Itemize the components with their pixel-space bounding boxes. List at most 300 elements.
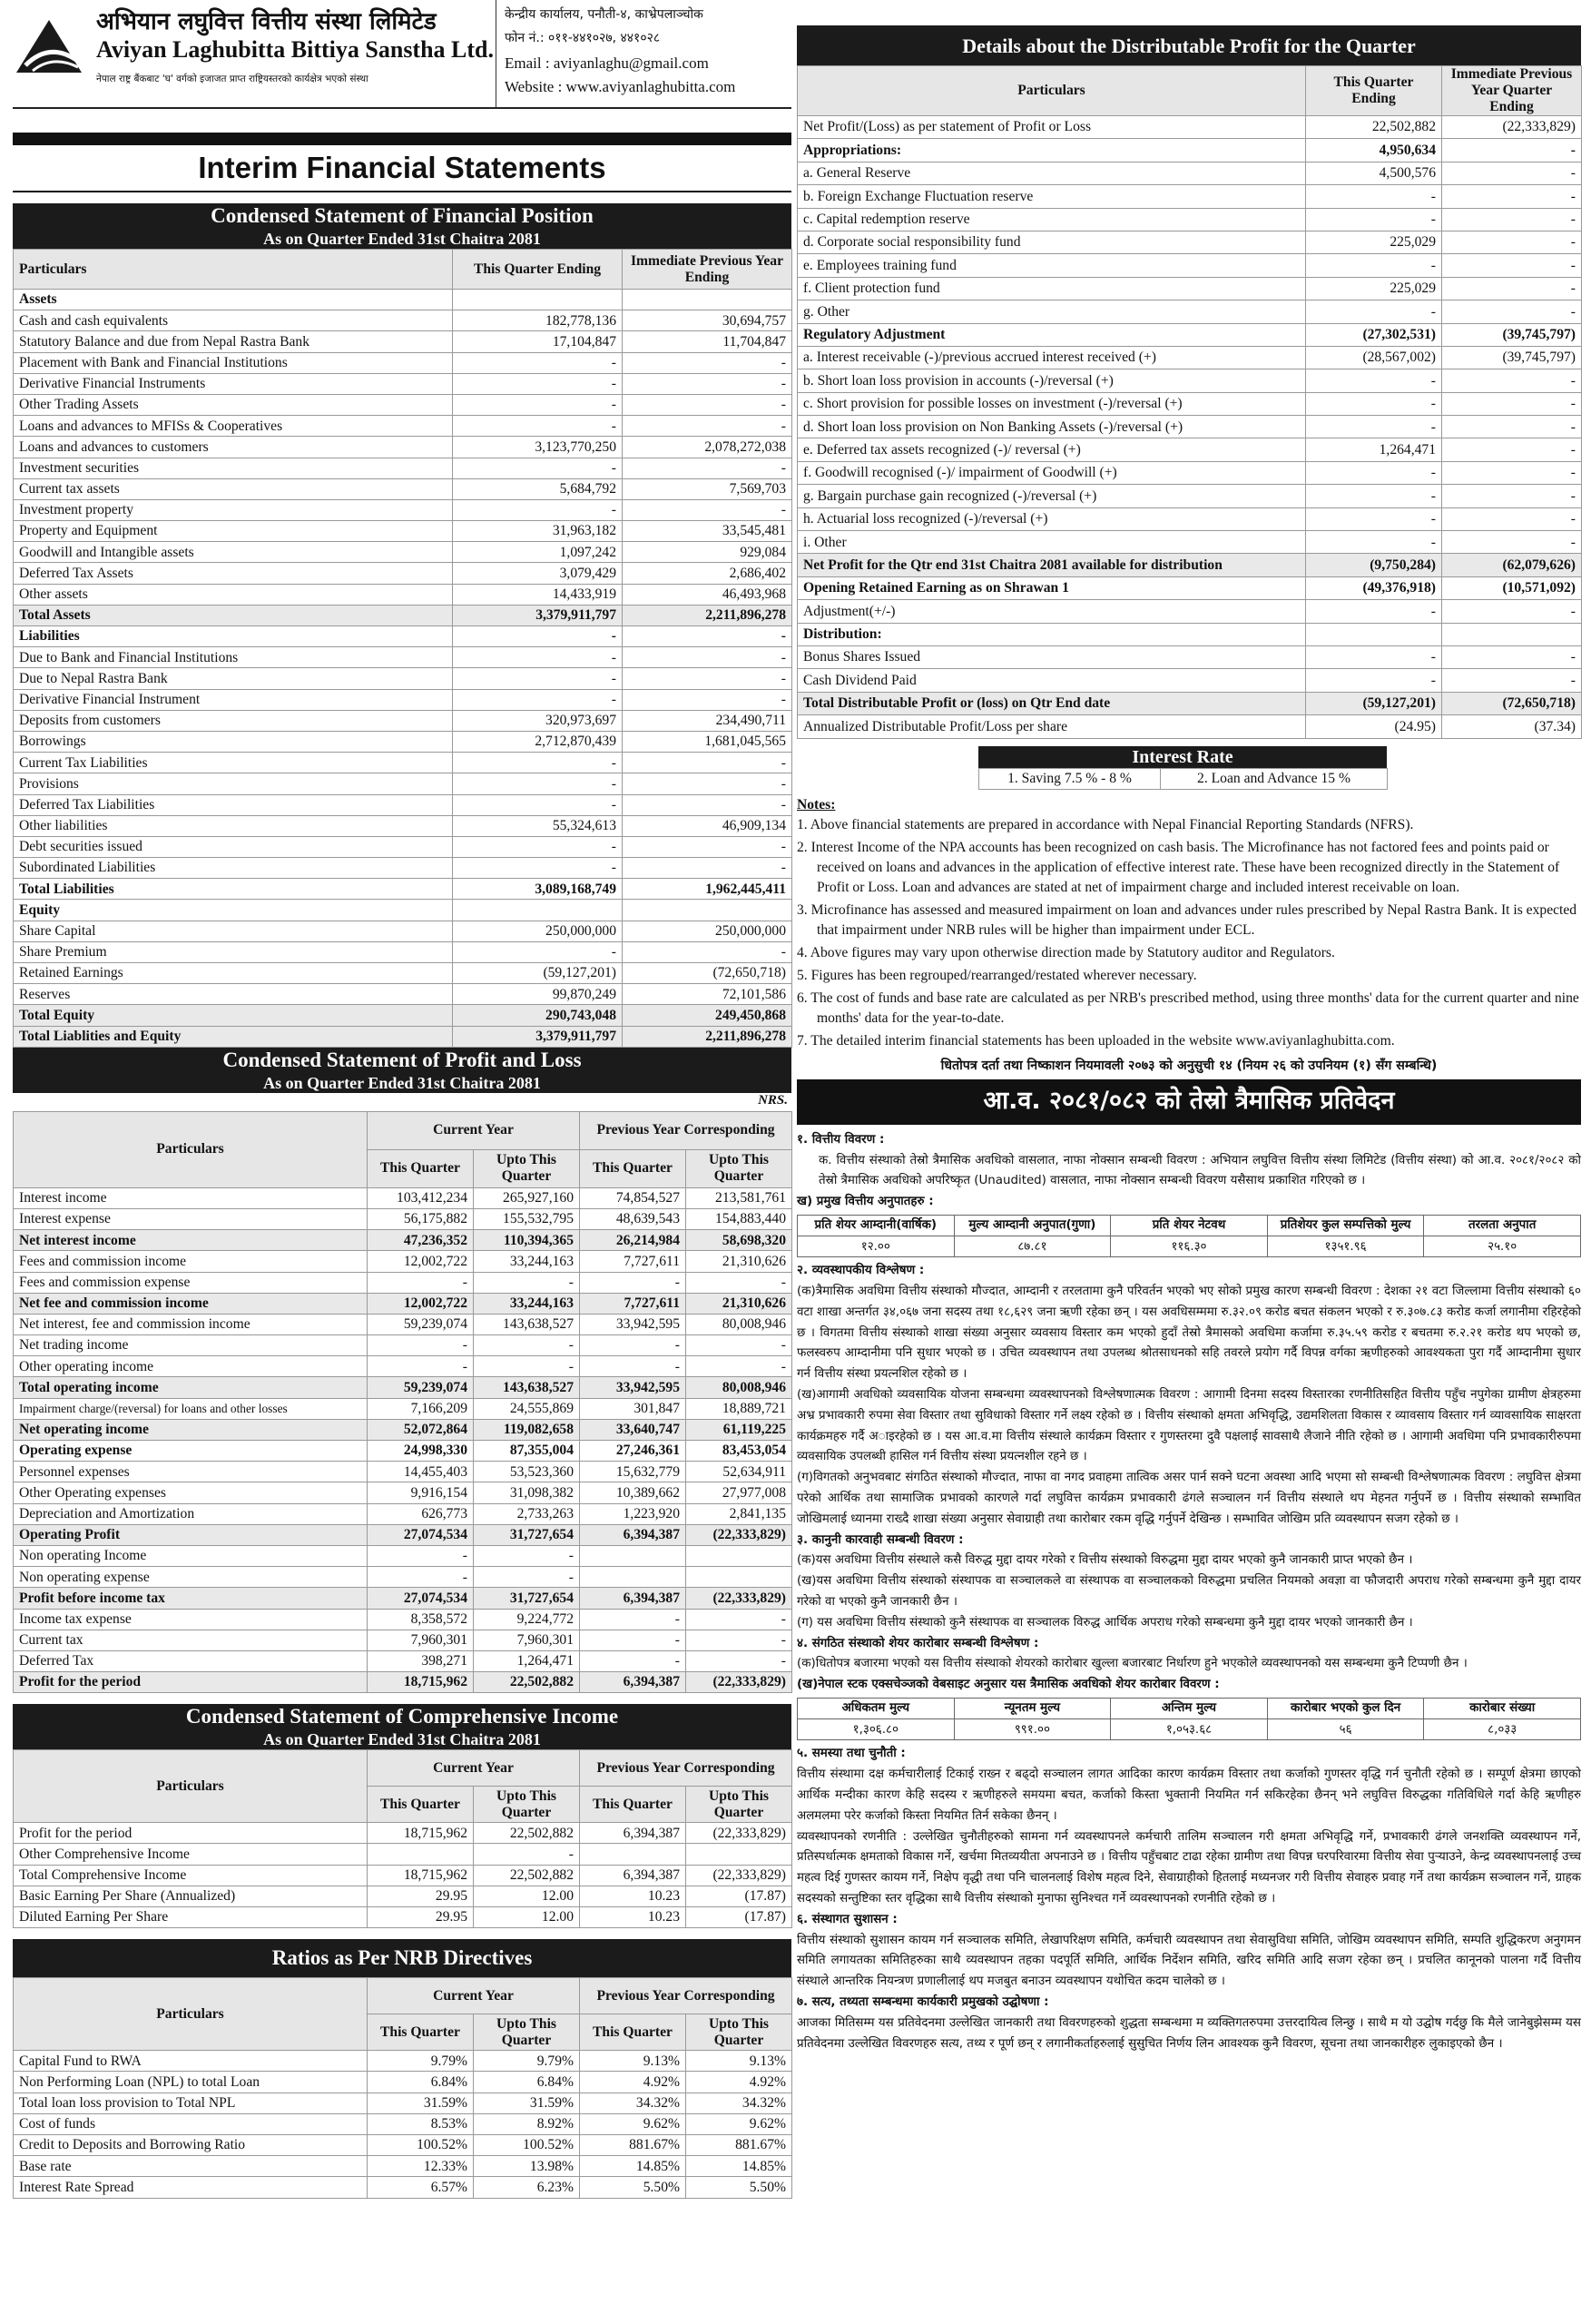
sfp-row [14,900,792,921]
sfp-banner [13,203,791,249]
ci-value: 22,502,882 [474,1865,580,1886]
ci-value: 22,502,882 [474,1823,580,1844]
pl-value: 56,175,882 [368,1208,474,1229]
sfp-value: 2,078,272,038 [623,437,792,458]
notes-heading: Notes: [797,796,836,812]
sfp-value: 33,545,481 [623,521,792,542]
dist-value: (10,571,092) [1442,576,1582,599]
dist-title: Details about the Distributable Profit for the Quarter [962,34,1416,57]
sfp-value: 234,490,711 [623,710,792,731]
share-value-cell: ९९१.०० [954,1719,1111,1740]
ratio-value: 9.79% [474,2051,580,2072]
ci-value: 10.23 [580,1886,686,1906]
dist-value: - [1442,438,1582,461]
ci-value: - [474,1844,580,1865]
sfp-value: 3,379,911,797 [453,605,623,625]
phone-number: फोन नं.: ०११-४४१०२७, ४४१०२८ [505,31,661,45]
sfp-value [453,900,623,921]
np-s6: ६. संस्थागत सुशासन : [797,1912,898,1926]
ci-value: 29.95 [368,1886,474,1906]
ratio-label: Interest Rate Spread [14,2177,368,2198]
sfp-label: Derivative Financial Instrument [14,689,453,710]
pl-value: 48,639,543 [580,1208,686,1229]
sci-subtitle: As on Quarter Ended 31st Chaitra 2081 [263,1730,541,1749]
pl-label: Depreciation and Amortization [14,1503,368,1524]
pl-value: - [580,1650,686,1671]
dist-value: - [1306,507,1442,530]
ci-label: Profit for the period [14,1823,368,1844]
pl-value: - [686,1630,792,1650]
sfp-row [14,1026,792,1047]
ratio-value: 13.98% [474,2156,580,2177]
pl-value: - [686,1650,792,1671]
dist-value: - [1306,645,1442,668]
ratio-head-cell: प्रति शेयर आम्दानी(वार्षिक) [798,1215,955,1236]
ratio-value: 8.92% [474,2113,580,2134]
ci-value: 10.23 [580,1907,686,1928]
currency-label: NRS. [758,1092,788,1108]
sfp-value: - [453,753,623,773]
pl-label: Fees and commission expense [14,1272,368,1293]
sfp-value: - [453,458,623,478]
r-col-prev-utq: Upto This Quarter [686,2014,792,2051]
dist-row [798,208,1582,231]
pl-value: (22,333,829) [686,1524,792,1545]
ratio-head-cell: मुल्य आम्दानी अनुपात(गुणा) [954,1215,1111,1236]
sfp-value: (72,650,718) [623,963,792,984]
dist-row [798,461,1582,484]
ratio-value: 31.59% [474,2093,580,2113]
sfp-label: Subordinated Liabilities [14,858,453,879]
r-col-utq: Upto This Quarter [474,2014,580,2051]
ratio-value: 12.33% [368,2156,474,2177]
dist-value: 4,500,576 [1306,162,1442,184]
share-value-cell: ८,०३३ [1424,1719,1581,1740]
pl-value: - [474,1272,580,1293]
sfp-row [14,858,792,879]
sfp-value: - [453,416,623,437]
sfp-value: 929,084 [623,542,792,563]
col-prev-year: Immediate Previous Year Ending [623,250,792,290]
sfp-label: Share Capital [14,921,453,941]
pl-value: 7,166,209 [368,1398,474,1419]
sfp-value: (59,127,201) [453,963,623,984]
dist-value: - [1306,485,1442,507]
sfp-value: 72,101,586 [623,984,792,1005]
r-col-prev: Previous Year Corresponding [580,1978,792,2014]
dist-label: a. General Reserve [798,162,1306,184]
dist-value: 22,502,882 [1306,116,1442,139]
sfp-row [14,836,792,857]
pl-value: 61,119,225 [686,1419,792,1440]
dist-label: a. Interest receivable (-)/previous accrued interest received (+) [798,346,1306,369]
sfp-row [14,542,792,563]
ci-value: 6,394,387 [580,1823,686,1844]
pl-value: 7,960,301 [474,1630,580,1650]
dist-value: (37.34) [1442,715,1582,738]
pl-value [580,1545,686,1566]
sci-banner [13,1704,791,1749]
sfp-label: Retained Earnings [14,963,453,984]
sfp-value: 1,681,045,565 [623,731,792,752]
sfp-label: Total Liablities and Equity [14,1026,453,1047]
sfp-label: Due to Nepal Rastra Bank [14,668,453,689]
share-trading-table [797,1698,1581,1740]
pl-value: - [580,1272,686,1293]
sfp-value: - [623,668,792,689]
ci-row [14,1823,792,1844]
sfp-value: 99,870,249 [453,984,623,1005]
dist-banner [797,25,1581,65]
pl-row [14,1377,792,1398]
dist-label: Distribution: [798,623,1306,645]
dist-row [798,600,1582,623]
pl-value: 14,455,403 [368,1462,474,1482]
dp-col-particulars: Particulars [798,66,1306,116]
pl-col-prev-tq: This Quarter [580,1149,686,1187]
ratio-row [14,2113,792,2134]
pl-value: 626,773 [368,1503,474,1524]
pl-value: 80,008,946 [686,1314,792,1334]
pl-col-particulars: Particulars [14,1111,368,1187]
pl-value: - [474,1545,580,1566]
sfp-value: - [453,499,623,520]
np-s1: १. वित्तीय विवरण : [797,1132,885,1147]
dist-row [798,346,1582,369]
ratio-value: 34.32% [686,2093,792,2113]
pl-value: 9,916,154 [368,1482,474,1503]
pl-value: 83,453,054 [686,1441,792,1462]
ci-value: 18,715,962 [368,1865,474,1886]
ratio-value: 881.67% [686,2134,792,2155]
sfp-value [623,900,792,921]
note-item: 4. Above figures may vary upon otherwise direction made by Statutory auditor and Regulators. [797,944,1335,960]
comprehensive-income-table [13,1749,792,1928]
pl-row [14,1524,792,1545]
sfp-row [14,352,792,373]
pl-value: 18,715,962 [368,1672,474,1693]
sfp-value: - [453,858,623,879]
pl-row [14,1588,792,1609]
ratio-value: 9.79% [368,2051,474,2072]
dist-value: - [1306,461,1442,484]
dist-value: - [1442,300,1582,323]
sfp-label: Statutory Balance and due from Nepal Rastra Bank [14,331,453,352]
sfp-label: Total Liabilities [14,879,453,900]
pl-label: Net fee and commission income [14,1293,368,1314]
profit-loss-table [13,1111,792,1694]
pl-row [14,1187,792,1208]
share-head-cell: न्यूनतम मुल्य [954,1699,1111,1719]
dist-value [1306,623,1442,645]
pl-label: Deferred Tax [14,1650,368,1671]
pl-value: 33,942,595 [580,1314,686,1334]
pl-value: - [580,1335,686,1356]
sfp-value: - [453,773,623,794]
pl-value: 2,733,263 [474,1503,580,1524]
dist-row [798,416,1582,438]
sfp-label: Share Premium [14,941,453,962]
col-this-quarter: This Quarter Ending [453,250,623,290]
sfp-row [14,815,792,836]
dist-row [798,323,1582,346]
dist-row [798,277,1582,300]
sfp-value: - [453,668,623,689]
ci-value: (22,333,829) [686,1865,792,1886]
pl-label: Other operating income [14,1356,368,1377]
dist-value: - [1442,531,1582,554]
ci-col-prev: Previous Year Corresponding [580,1750,792,1787]
sfp-row [14,941,792,962]
ci-col-particulars: Particulars [14,1750,368,1823]
sfp-value: - [623,499,792,520]
sfp-label: Deferred Tax Liabilities [14,794,453,815]
note-item: 3. Microfinance has assessed and measured impairment on loan and advances under rules prescribed by Nepal Rastra Bank. It is expected that impairment under NRB rules will be higher than impairment under ECL. [797,901,1577,938]
quarterly-report-title: आ.व. २०८१/०८२ को तेस्रो त्रैमासिक प्रतिवेदन [797,1079,1581,1125]
pl-col-utq: Upto This Quarter [474,1149,580,1187]
ratio-value: 4.92% [580,2072,686,2093]
pl-value: 1,223,920 [580,1503,686,1524]
sfp-row [14,731,792,752]
sfp-value: - [623,352,792,373]
sfp-row [14,689,792,710]
sfp-value: 11,704,847 [623,331,792,352]
pl-value: 47,236,352 [368,1230,474,1251]
dist-row [798,485,1582,507]
dist-value: - [1306,254,1442,277]
pl-value: 154,883,440 [686,1208,792,1229]
sfp-value: - [623,836,792,857]
dist-row [798,645,1582,668]
share-head-cell: अधिकतम मुल्य [798,1699,955,1719]
pl-value: 22,502,882 [474,1672,580,1693]
dist-label: c. Short provision for possible losses on investment (-)/reversal (+) [798,392,1306,415]
sfp-row [14,310,792,331]
sfp-value [623,290,792,310]
ci-col-current: Current Year [368,1750,580,1787]
sci-title: Condensed Statement of Comprehensive Income [185,1705,619,1728]
pl-label: Income tax expense [14,1609,368,1630]
ci-row [14,1844,792,1865]
ratio-row [14,2134,792,2155]
ratios-banner [13,1939,791,1977]
ci-value [580,1844,686,1865]
dist-value: (27,302,531) [1306,323,1442,346]
spl-banner [13,1048,791,1093]
page-title: Interim Financial Statements [13,145,791,192]
dist-label: d. Corporate social responsibility fund [798,231,1306,253]
ci-label: Diluted Earning Per Share [14,1907,368,1928]
dist-value: - [1306,300,1442,323]
dist-value: - [1306,369,1442,392]
ci-value: 12.00 [474,1907,580,1928]
right-column [797,0,1581,2054]
email-link[interactable]: Email : aviyanlaghu@gmail.com [505,54,709,72]
np-s3c: (ग) यस अवधिमा वित्तीय संस्थाको कुनै संस्थापक वा सञ्चालक विरुद्ध आर्थिक अपराध गरेको सम्बन्धमा कुनै मुद्दा दायर भएको जानकारी छैन । [797,1615,1413,1630]
sfp-value: 31,963,182 [453,521,623,542]
dist-value: - [1442,669,1582,692]
r-col-tq: This Quarter [368,2014,474,2051]
sfp-value: 2,211,896,278 [623,1026,792,1047]
note-item: 7. The detailed interim financial statements has been uploaded in the website www.aviyanlaghubitta.com. [797,1032,1395,1049]
ratio-value-cell: १३५१.९६ [1267,1236,1424,1257]
dist-value: 4,950,634 [1306,139,1442,162]
distributable-profit-table [797,65,1582,739]
sfp-value: - [453,689,623,710]
dist-value: - [1442,139,1582,162]
dist-label: Appropriations: [798,139,1306,162]
np-s5: ५. समस्या तथा चुनौती : [797,1747,906,1761]
ratio-head-cell: तरलता अनुपात [1424,1215,1581,1236]
pl-label: Operating expense [14,1441,368,1462]
pl-label: Other Operating expenses [14,1482,368,1503]
sfp-label: Loans and advances to MFISs & Cooperatives [14,416,453,437]
sfp-label: Reserves [14,984,453,1005]
pl-value: 18,889,721 [686,1398,792,1419]
pl-label: Non operating Income [14,1545,368,1566]
pl-value: - [368,1335,474,1356]
pl-row [14,1208,792,1229]
dist-value: (28,567,002) [1306,346,1442,369]
ci-col-tq: This Quarter [368,1787,474,1823]
dist-row [798,554,1582,576]
sfp-label: Investment securities [14,458,453,478]
interest-saving: 1. Saving 7.5 % - 8 % [979,768,1161,789]
ci-col-prev-utq: Upto This Quarter [686,1787,792,1823]
dist-value: - [1442,254,1582,277]
dist-label: Total Distributable Profit or (loss) on Qtr End date [798,692,1306,714]
sfp-label: Deferred Tax Assets [14,563,453,584]
dist-label: Net Profit/(Loss) as per statement of Profit or Loss [798,116,1306,139]
pl-row [14,1356,792,1377]
pl-value: 33,244,163 [474,1251,580,1272]
sfp-row [14,794,792,815]
ratio-value-cell: ११६.३० [1111,1236,1268,1257]
sfp-row [14,563,792,584]
pl-label: Net trading income [14,1335,368,1356]
pl-row [14,1482,792,1503]
r-col-prev-tq: This Quarter [580,2014,686,2051]
pl-value: - [686,1272,792,1293]
sfp-value: 30,694,757 [623,310,792,331]
dist-label: Regulatory Adjustment [798,323,1306,346]
sfp-value: 14,433,919 [453,584,623,605]
pl-value: 103,412,234 [368,1187,474,1208]
pl-row [14,1567,792,1588]
pl-value: 143,638,527 [474,1377,580,1398]
sfp-value: 17,104,847 [453,331,623,352]
dist-row [798,438,1582,461]
pl-label: Personnel expenses [14,1462,368,1482]
dist-value: - [1442,369,1582,392]
pl-label: Interest income [14,1187,368,1208]
ratio-label: Cost of funds [14,2113,368,2134]
ratio-row [14,2072,792,2093]
sfp-label: Total Assets [14,605,453,625]
dist-row [798,623,1582,645]
ratio-row [14,2093,792,2113]
sfp-row [14,1005,792,1026]
sfp-row [14,879,792,900]
dist-value: - [1306,208,1442,231]
pl-value: - [686,1356,792,1377]
ci-col-prev-tq: This Quarter [580,1787,686,1823]
dist-row [798,139,1582,162]
pl-value: 12,002,722 [368,1293,474,1314]
ratio-value: 31.59% [368,2093,474,2113]
sfp-value: - [453,352,623,373]
ci-value: 29.95 [368,1907,474,1928]
dist-label: e. Employees training fund [798,254,1306,277]
sfp-row [14,584,792,605]
dist-row [798,185,1582,208]
sfp-value: 249,450,868 [623,1005,792,1026]
pl-value: - [686,1335,792,1356]
pl-value: 398,271 [368,1650,474,1671]
pl-value: 58,698,320 [686,1230,792,1251]
dist-label: f. Client protection fund [798,277,1306,300]
pl-value: 33,640,747 [580,1419,686,1440]
dist-label: Opening Retained Earning as on Shrawan 1 [798,576,1306,599]
sfp-label: Property and Equipment [14,521,453,542]
ratio-row [14,2156,792,2177]
pl-row [14,1650,792,1671]
dist-row [798,162,1582,184]
share-head-cell: अन्तिम मुल्य [1111,1699,1268,1719]
ratio-value-cell: १२.०० [798,1236,955,1257]
pl-col-tq: This Quarter [368,1149,474,1187]
website-link[interactable]: Website : www.aviyanlaghubitta.com [505,78,736,95]
sfp-label: Deposits from customers [14,710,453,731]
dist-label: h. Actuarial loss recognized (-)/reversal (+) [798,507,1306,530]
ratio-value: 5.50% [580,2177,686,2198]
share-head-cell: कारोबार संख्या [1424,1699,1581,1719]
sfp-row [14,921,792,941]
pl-row [14,1609,792,1630]
dist-row [798,692,1582,714]
pl-value: 2,841,135 [686,1503,792,1524]
dist-value: - [1306,600,1442,623]
pl-row [14,1251,792,1272]
key-ratios-table [797,1215,1581,1257]
pl-value: 7,727,611 [580,1293,686,1314]
pl-col-prev: Previous Year Corresponding [580,1111,792,1149]
dist-value: (49,376,918) [1306,576,1442,599]
pl-value: 15,632,779 [580,1462,686,1482]
dist-value: - [1442,416,1582,438]
dist-value: 225,029 [1306,231,1442,253]
ratio-head-cell: प्रतिशेयर कुल सम्पत्तिको मुल्य [1267,1215,1424,1236]
np-s6a: वित्तीय संस्थाको सुशासन कायम गर्न सञ्चालक समिति, लेखापरिक्षण समिति, कर्मचारी व्यवस्थापन तथा सेवासुविधा समिति, जोखिम व्यवस्थापन समिति, सम्पति शुद्धिकरण अनुगमन समिति लगायतका समितिहरुका साथै व्यवस्थापन तहका पदपूर्ति समिति, आर्थिक निर्देशन समिति, खरिद समिति आदि सजग रहेका छन् । प्रचलित कानूनको पालना गर्दै वित्तीय संस्थाले आन्तरिक नियन्त्रण प्रणालीलाई थप मजबुत बनाउन व्यवस्थापन यथोचित कदम चालेको छ । [797,1933,1581,1989]
ci-value: (17.87) [686,1907,792,1928]
sfp-value: - [623,647,792,668]
sfp-row [14,605,792,625]
dist-value: - [1442,208,1582,231]
sfp-value: - [453,373,623,394]
ci-label: Basic Earning Per Share (Annualized) [14,1886,368,1906]
ratio-value: 34.32% [580,2093,686,2113]
pl-value: 87,355,004 [474,1441,580,1462]
sfp-value: - [623,416,792,437]
ci-label: Other Comprehensive Income [14,1844,368,1865]
pl-row [14,1630,792,1650]
sfp-label: Cash and cash equivalents [14,310,453,331]
dist-value: (22,333,829) [1442,116,1582,139]
header [13,0,791,109]
interest-rate-box [978,746,1387,790]
dist-label: Annualized Distributable Profit/Loss per share [798,715,1306,738]
dist-value: - [1306,392,1442,415]
